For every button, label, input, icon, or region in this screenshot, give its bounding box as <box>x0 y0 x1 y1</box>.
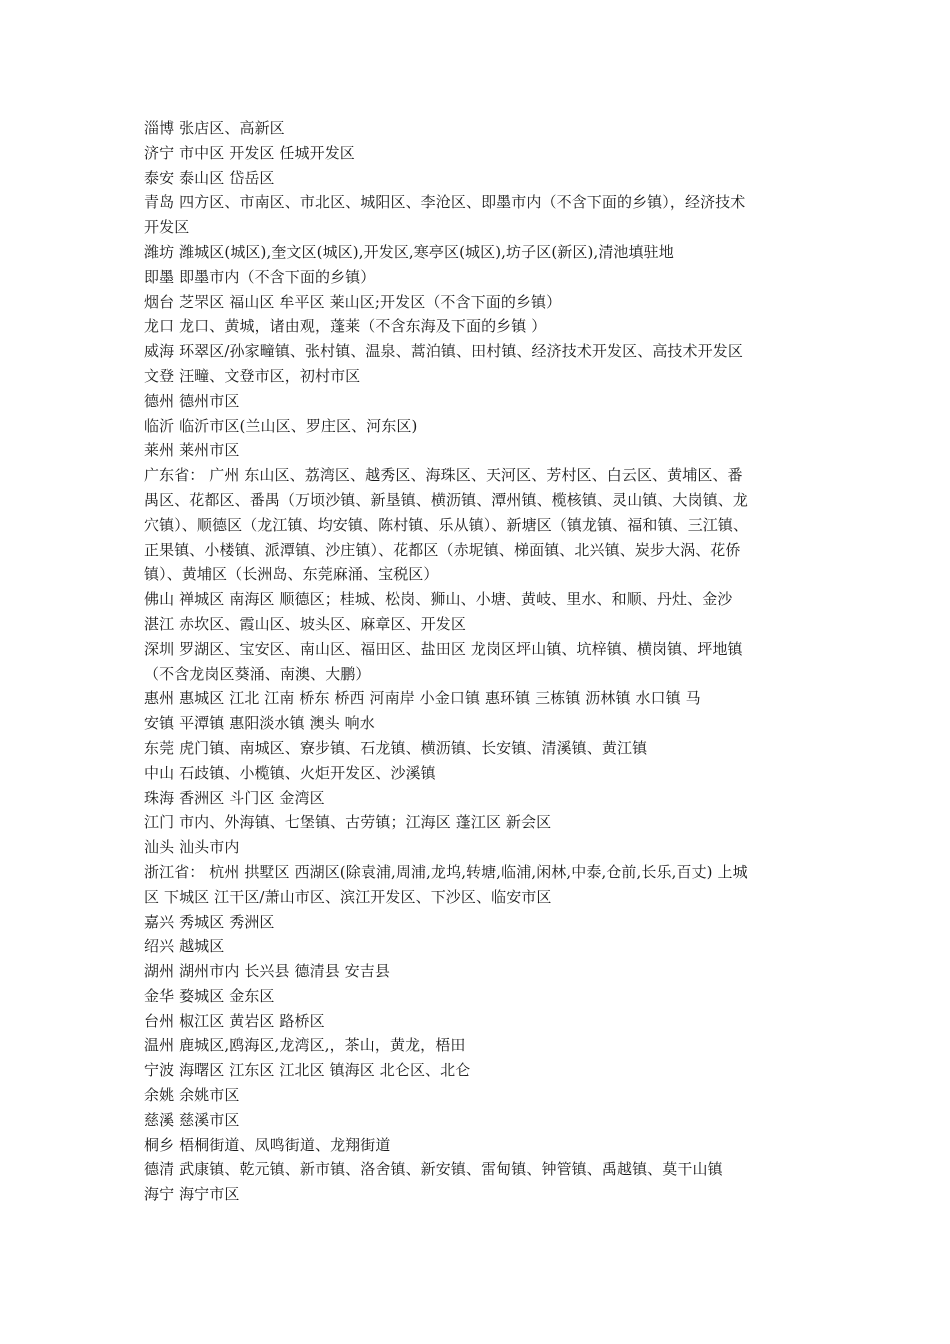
text-line: 慈溪 慈溪市区 <box>144 1110 240 1129</box>
text-line: 禺区、花都区、番禺（万顷沙镇、新垦镇、横沥镇、潭州镇、榄核镇、灵山镇、大岗镇、龙 <box>144 490 749 509</box>
text-line: 东莞 虎门镇、南城区、寮步镇、石龙镇、横沥镇、长安镇、清溪镇、黄江镇 <box>144 738 648 757</box>
text-line: 正果镇、小楼镇、派潭镇、沙庄镇）、花都区（赤坭镇、梯面镇、北兴镇、炭步大涡、花侨 <box>144 540 741 559</box>
text-line: 泰安 泰山区 岱岳区 <box>144 168 275 187</box>
text-line: 淄博 张店区、高新区 <box>144 119 285 137</box>
text-line: 临沂 临沂市区(兰山区、罗庄区、河东区) <box>144 416 418 435</box>
text-line: 威海 环翠区/孙家疃镇、张村镇、温泉、蒿泊镇、田村镇、经济技术开发区、高技术开发区 <box>144 342 743 361</box>
text-line: 湖州 湖州市内 长兴县 德清县 安吉县 <box>144 962 390 981</box>
text-line: 莱州 莱州市区 <box>144 441 240 460</box>
text-line: 济宁 市中区 开发区 任城开发区 <box>144 143 355 162</box>
text-line: 青岛 四方区、市南区、市北区、城阳区、李沧区、即墨市内（不含下面的乡镇），经济技术 <box>144 193 746 212</box>
document-body <box>144 116 812 1207</box>
text-line: 文登 汪疃、文登市区，初村市区 <box>144 366 361 385</box>
text-line: 海宁 海宁市区 <box>144 1185 240 1204</box>
text-line: 安镇 平潭镇 惠阳淡水镇 澳头 响水 <box>144 714 375 733</box>
text-line: 德州 德州市区 <box>144 391 240 410</box>
text-line: 温州 鹿城区,鸥海区,龙湾区,，茶山，黄龙，梧田 <box>144 1036 466 1055</box>
text-line: 绍兴 越城区 <box>144 937 225 956</box>
text-line: 穴镇）、顺德区（龙江镇、均安镇、陈村镇、乐从镇）、新塘区（镇龙镇、福和镇、三江镇、 <box>144 515 749 534</box>
text-line: 汕头 汕头市内 <box>144 838 240 857</box>
text-line: 嘉兴 秀城区 秀洲区 <box>144 912 275 931</box>
text-line: 佛山 禅城区 南海区 顺德区；桂城、松岗、狮山、小塘、黄岐、里水、和顺、丹灶、金沙 <box>144 590 733 609</box>
text-line: 台州 椒江区 黄岩区 路桥区 <box>144 1011 325 1030</box>
text-line: 德清 武康镇、乾元镇、新市镇、洛舍镇、新安镇、雷甸镇、钟管镇、禹越镇、莫干山镇 <box>144 1160 723 1179</box>
text-line: 湛江 赤坎区、霞山区、坡头区、麻章区、开发区 <box>144 614 466 633</box>
text-line: 烟台 芝罘区 福山区 牟平区 莱山区;开发区（不含下面的乡镇） <box>144 292 562 311</box>
text-line: 即墨 即墨市内（不含下面的乡镇） <box>144 267 376 286</box>
text-line: 金华 婺城区 金东区 <box>144 986 275 1005</box>
text-line: 宁波 海曙区 江东区 江北区 镇海区 北仑区、北仑 <box>144 1061 471 1080</box>
text-line: 龙口 龙口、黄城，诸由观，蓬莱（不含东海及下面的乡镇 ） <box>144 317 547 336</box>
text-line: 镇）、黄埔区（长洲岛、东莞麻涌、宝税区） <box>144 565 439 584</box>
text-line: （不含龙岗区葵涌、南澳、大鹏） <box>144 664 371 683</box>
text-line: 深圳 罗湖区、宝安区、南山区、福田区、盐田区 龙岗区坪山镇、坑梓镇、横岗镇、坪地镇 <box>144 639 743 658</box>
text-line: 江门 市内、外海镇、七堡镇、古劳镇；江海区 蓬江区 新会区 <box>144 813 552 832</box>
text-line: 余姚 余姚市区 <box>144 1086 240 1105</box>
text-line: 浙江省： 杭州 拱墅区 西湖区(除袁浦,周浦,龙坞,转塘,临浦,闲林,中泰,仓前,长乐,百丈) 上城 <box>144 862 748 881</box>
text-line: 潍坊 潍城区(城区),奎文区(城区),开发区,寒亭区(城区),坊子区(新区),清池填驻地 <box>144 242 674 261</box>
text-line: 惠州 惠城区 江北 江南 桥东 桥西 河南岸 小金口镇 惠环镇 三栋镇 沥林镇 水口镇 马 <box>144 689 701 708</box>
text-line: 桐乡 梧桐街道、凤鸣街道、龙翔街道 <box>144 1135 391 1154</box>
text-line: 珠海 香洲区 斗门区 金湾区 <box>144 788 325 807</box>
text-line: 广东省： 广州 东山区、荔湾区、越秀区、海珠区、天河区、芳村区、白云区、黄埔区、番 <box>144 466 743 485</box>
text-line: 区 下城区 江干区/萧山市区、滨江开发区、下沙区、临安市区 <box>144 887 552 906</box>
text-line: 中山 石歧镇、小榄镇、火炬开发区、沙溪镇 <box>144 763 436 782</box>
text-line: 开发区 <box>144 218 190 237</box>
